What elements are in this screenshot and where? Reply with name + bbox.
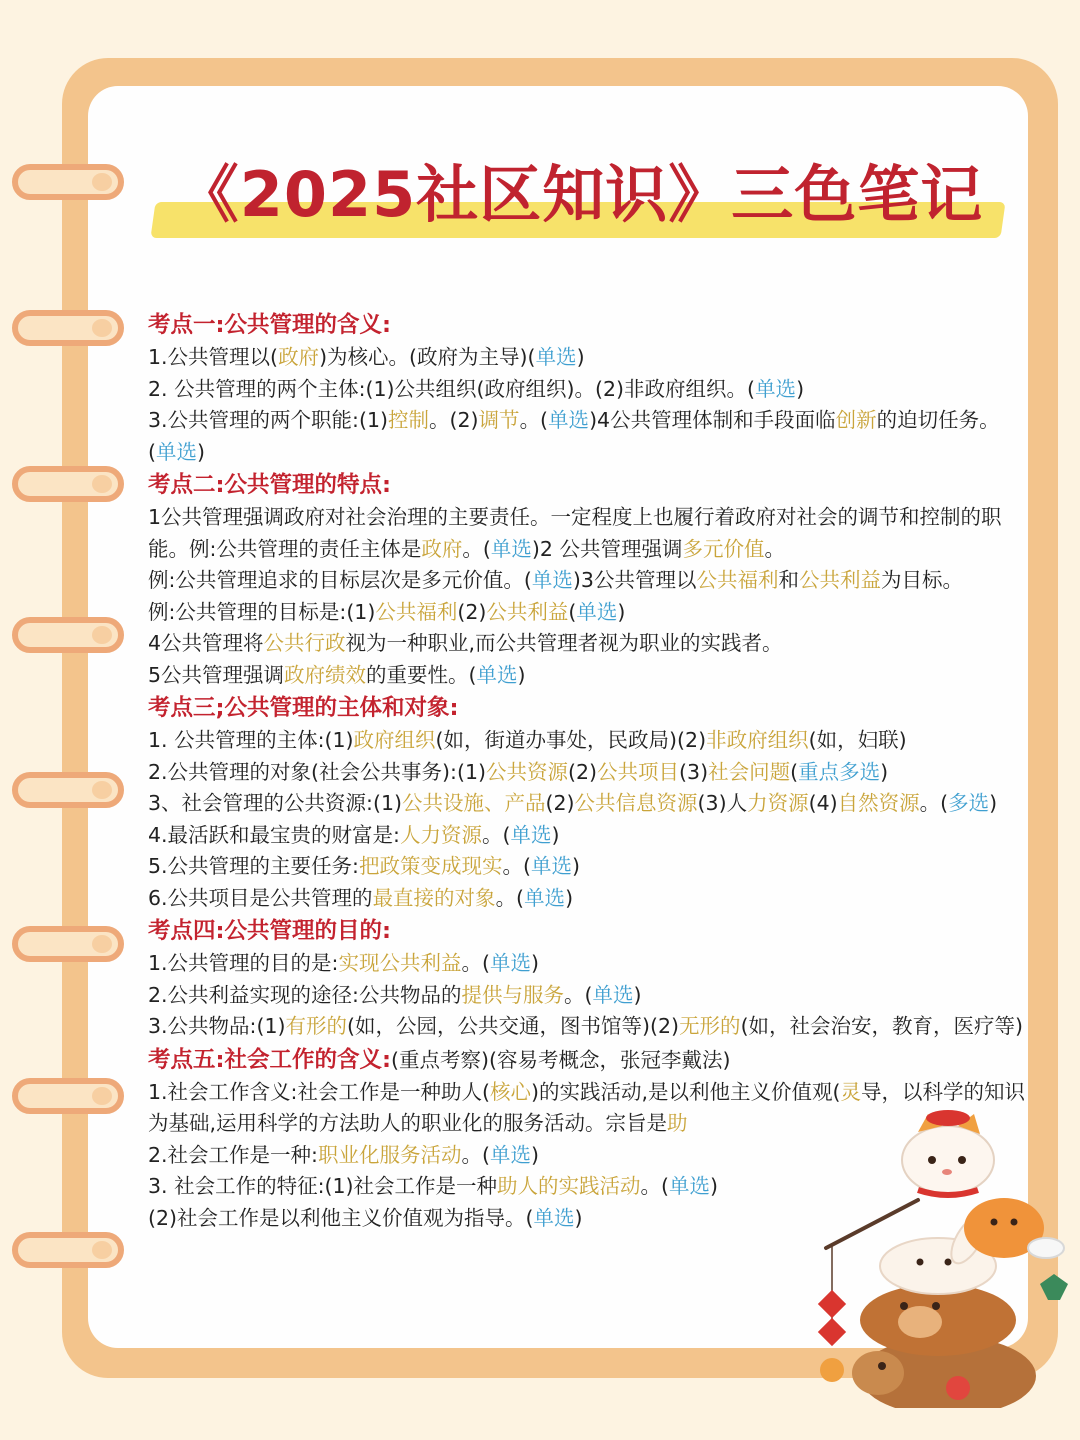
note-text: (如，街道办事处，民政局)(2) [435,728,707,752]
note-text: (3)人 [697,791,748,815]
note-text: ) [989,791,998,815]
title-block [145,150,1015,250]
note-text: 考点三;公共管理的主体和对象: [148,695,459,721]
note-text: 4公共管理将 [148,631,264,655]
note-text: ) [530,951,539,975]
notes-content [148,308,1026,1234]
highlight-text: 助 [667,1111,688,1135]
binder-ring [12,466,124,502]
note-text: )4公共管理体制和手段面临 [589,408,836,432]
note-line [148,628,1026,660]
note-text: )为核心。(政府为主导)( [319,345,536,369]
note-text: ) [571,854,580,878]
note-line [148,342,1026,374]
note-text: ) [517,662,526,687]
section-heading [148,1043,1026,1077]
note-line [148,948,1026,980]
note-text: 5公共管理强调 [148,662,285,687]
note-text: 1.公共管理以( [148,345,279,369]
note-line [148,980,1026,1012]
note-text: ( [790,759,799,784]
highlight-text: 公共行政 [263,631,346,655]
note-text: 视为一种职业,而公共管理者视为职业的实践者。 [345,631,783,655]
highlight-text: 政府绩效 [284,662,367,687]
section-heading [148,308,1026,342]
note-line [148,405,1026,468]
question-type-tag: 单选 [490,536,532,561]
note-line [148,374,1026,406]
highlight-text: 核心 [489,1079,531,1104]
note-line [148,1011,1026,1043]
highlight-text: 控制 [388,408,430,432]
note-text: 3. 社会工作的特征:(1)社会工作是一种 [148,1174,498,1198]
note-text: 2.社会工作是一种: [148,1142,318,1167]
note-text: 2.公共利益实现的途径:公共物品的 [148,982,462,1007]
note-text: (2) [545,791,575,815]
question-type-tag: 单选 [530,854,572,878]
binder-ring [12,164,124,200]
note-text: 例:公共管理追求的目标层次是多元价值。( [148,568,532,592]
binder-ring [12,310,124,346]
note-text: ) [551,822,560,847]
highlight-text: 公共资源 [486,759,568,784]
note-text: (如，社会治安，教育，医疗等) [740,1014,1024,1038]
question-type-tag: 重点多选 [798,759,881,784]
note-text: 考点二:公共管理的特点: [148,472,391,498]
note-text: 2.公共管理的对象(社会公共事务):(1) [148,759,486,784]
highlight-text: 无形的 [679,1014,741,1038]
highlight-text: 公共利益 [798,568,881,592]
highlight-text: 自然资源 [837,791,920,815]
note-text: 2. 公共管理的两个主体:(1)公共组织(政府组织)。(2)非政府组织。( [148,376,756,401]
highlight-text: 最直接的对象 [372,885,496,910]
note-text: 1公共管理强调政府对社会治理的主要责任。一定程度上也履行着政府对社会的调节和控制的职能。例:公共管理的责任主体是 [148,505,1002,561]
note-text: 3.公共物品:(1) [148,1014,286,1038]
note-line [148,883,1026,915]
highlight-text: 公共利益 [486,599,569,624]
highlight-text: 创新 [835,408,877,432]
highlight-text: 公共项目 [597,759,680,784]
note-text: 。 [764,536,785,561]
note-text: ) [617,599,626,624]
question-type-tag: 单选 [592,982,634,1007]
note-text: 。( [563,982,593,1007]
note-text: ) [576,345,585,369]
note-text: 。( [519,408,549,432]
section-heading [148,914,1026,948]
note-text: (3) [679,759,709,784]
binder-ring [12,1078,124,1114]
question-type-tag: 多选 [948,791,990,815]
question-type-tag: 单选 [755,376,797,401]
highlight-text: 调节 [478,408,520,432]
note-text: 。( [495,885,525,910]
note-text: 考点五:社会工作的含义: [148,1046,391,1073]
note-text: )3公共管理以 [572,568,697,592]
note-text: ) [796,376,805,401]
question-type-tag: 单选 [489,951,531,975]
note-text: 。( [461,1142,490,1167]
highlight-text: 助人的实践活动 [497,1174,641,1198]
highlight-text: 多元价值 [682,536,765,561]
note-text: (2)社会工作是以利他主义价值观为指导。( [148,1205,534,1230]
note-text: 和 [778,568,799,592]
note-text: (2) [457,599,487,624]
question-type-tag: 单选 [156,439,197,464]
note-text: 6.公共项目是公共管理的 [148,885,373,910]
note-line [148,788,1026,820]
note-text: ) [530,1142,539,1167]
highlight-text: 公共信息资源 [574,791,698,815]
binder-ring [12,617,124,653]
note-text: 。( [462,536,491,561]
note-line [148,502,1026,565]
note-text: ) [565,885,574,910]
note-text: ( [568,599,577,624]
note-text: ) [880,759,889,784]
question-type-tag: 单选 [531,568,573,592]
highlight-text: 公共福利 [696,568,779,592]
highlight-text: 有形的 [285,1014,348,1038]
question-type-tag: 单选 [548,408,590,432]
highlight-text: 实现公共利益 [338,951,462,975]
note-text: 考点一:公共管理的含义: [148,312,391,338]
note-text: 的迫切任务。( [148,408,1000,464]
note-text: (如，妇联) [808,728,907,752]
note-line [148,725,1026,757]
note-line [148,660,1026,692]
note-line [148,565,1026,597]
note-text: 。( [481,822,511,847]
highlight-text: 灵 [840,1079,861,1104]
note-text: 考点四:公共管理的目的: [148,918,391,944]
question-type-tag: 单选 [535,345,577,369]
note-text: ) [574,1205,583,1230]
note-text: 3、社会管理的公共资源:(1) [148,791,402,815]
note-text: 。( [640,1174,670,1198]
note-text: 例:公共管理的目标是:(1) [148,599,376,624]
binder-ring [12,926,124,962]
highlight-text: 非政府组织 [706,728,809,752]
highlight-text: 职业化服务活动 [317,1142,462,1167]
highlight-text: 公共福利 [375,599,458,624]
note-text: ) [710,1174,719,1198]
note-text: 。(2) [429,408,479,432]
highlight-text: 政府 [278,345,320,369]
note-text: (2) [568,759,598,784]
note-text: 。( [461,951,490,975]
highlight-text: 把政策变成现实 [358,854,503,878]
note-text: )2 公共管理强调 [531,536,683,561]
question-type-tag: 单选 [476,662,518,687]
note-text: 5.公共管理的主要任务: [148,854,359,878]
section-heading [148,468,1026,502]
highlight-text: 社会问题 [708,759,791,784]
note-text: 导，以科学的知识为基础,运用科学的方法助人的职业化的服务活动。宗旨是 [148,1079,1025,1135]
question-type-tag: 单选 [524,885,566,910]
highlight-text: 政府 [421,536,463,561]
note-text: 3.公共管理的两个职能:(1) [148,408,389,432]
highlight-text: 政府组织 [353,728,436,752]
note-text: 1. 公共管理的主体:(1) [148,728,354,752]
highlight-text: 提供与服务 [461,982,564,1007]
question-type-tag: 单选 [533,1205,575,1230]
note-text: 。( [502,854,531,878]
note-line [148,597,1026,629]
note-line [148,851,1026,883]
question-type-tag: 单选 [510,822,552,847]
highlight-text: 公共设施、产品 [402,791,546,815]
note-text: 1.公共管理的目的是: [148,951,339,975]
section-heading [148,691,1026,725]
note-line [148,820,1026,852]
note-text: 。( [919,791,949,815]
note-text: 4.最活跃和最宝贵的财富是: [148,822,400,847]
animal-stack-illustration [808,1108,1070,1408]
note-text: 1.社会工作含义:社会工作是一种助人( [148,1079,490,1104]
note-text: 的重要性。( [366,662,477,687]
note-text: ) [197,439,205,464]
note-text: ) [633,982,642,1007]
highlight-text: 人力资源 [399,822,482,847]
note-text: )的实践活动,是以利他主义价值观( [530,1079,841,1104]
binder-ring [12,1232,124,1268]
question-type-tag: 单选 [576,599,618,624]
note-text: 为目标。 [880,568,963,592]
question-type-tag: 单选 [489,1142,531,1167]
binder-ring [12,772,124,808]
note-text: (4) [808,791,838,815]
question-type-tag: 单选 [669,1174,711,1198]
note-line [148,757,1026,789]
highlight-text: 力资源 [747,791,809,815]
note-text: (重点考察)(容易考概念，张冠李戴法) [391,1047,731,1072]
page-title: 《2025社区知识》三色笔记 [176,158,984,231]
note-text: (如，公园，公共交通，图书馆等)(2) [347,1014,680,1038]
